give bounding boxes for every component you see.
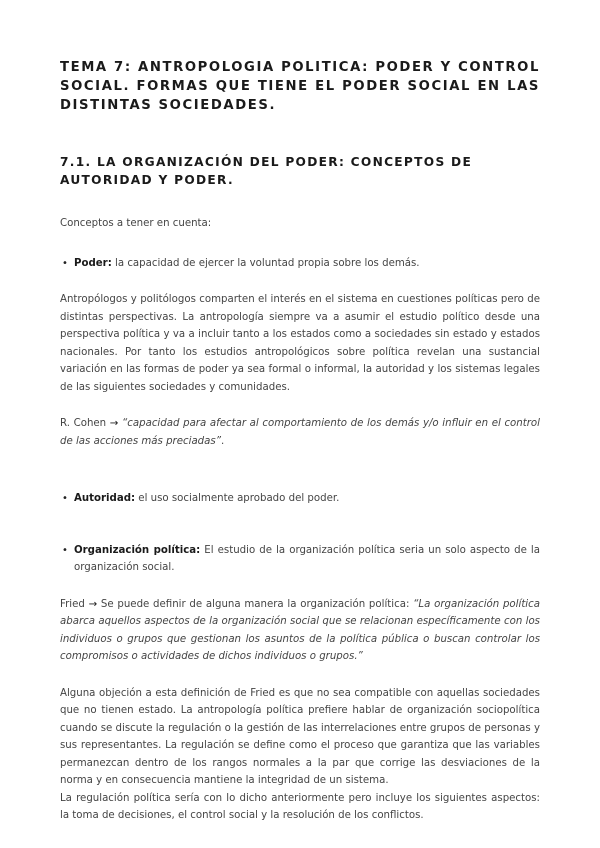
intro-text: Conceptos a tener en cuenta:	[60, 218, 212, 229]
definition-autoridad: el uso socialmente aprobado del poder.	[135, 493, 340, 504]
term-autoridad: Autoridad:	[74, 493, 136, 504]
fried-author: Fried	[60, 598, 85, 610]
paragraph-antropologos: Antropólogos y politólogos comparten el interés en el sistema en cuestiones políticas pero de distintas perspectivas. La antropología siempre va a asumir el estudio político desde una perspectiva política y va a incluir tanto a los estados como a sociedades sin estado y estados nacionales. Por tanto los estudios antropológicos sobre política revelan una sustancial variación en las formas de poder ya sea formal o informal, la autoridad y los sistemas legales de las siguientes sociedades y comunidades.	[60, 294, 540, 393]
definition-organizacion: El estudio de la organización política seria un solo aspecto de la organización social.	[74, 544, 541, 573]
arrow-icon: →	[84, 598, 101, 610]
term-organizacion: Organización política:	[74, 544, 201, 556]
paragraph-regulacion: La regulación política sería con lo dicho anteriormente pero incluye los siguientes aspectos: la toma de decisiones, el control social y la resolución de los conflictos.	[60, 792, 540, 821]
cohen-quote	[60, 415, 540, 450]
bullet-marker: •	[62, 493, 68, 504]
bullet-marker: •	[62, 544, 68, 556]
fried-quote-text: “La organización política abarca aquellos aspectos de la organización social que se relacionan específicamente con los individuos o grupos que gestionan los asuntos de la política pública o buscan controlar los compromisos o actividades de dichos individuos o grupos.”	[60, 598, 540, 662]
arrow-icon: →	[106, 418, 122, 429]
bullet-marker: •	[62, 257, 68, 269]
definition-poder: la capacidad de ejercer la voluntad propia sobre los demás.	[111, 257, 420, 269]
paragraph-objecion: Alguna objeción a esta definición de Fried es que no sea compatible con aquellas sociedades que no tienen estado. La antropología política prefiere hablar de organización sociopolítica cuando se discute la regulación o la gestión de las interrelaciones entre grupos de personas y sus representantes. La regulación se define como el proceso que garantiza que las variables permanezcan dentro de los rangos normales a la par que corrige las desviaciones de la norma y en consecuencia mantiene la integridad de un sistema.	[60, 687, 540, 786]
bullet-organizacion	[60, 542, 540, 577]
document-title: TEMA 7: ANTROPOLOGIA POLITICA: PODER Y CONTROL SOCIAL. FORMAS QUE TIENE EL PODER SOCIAL EN LAS DISTINTAS SOCIEDADES.	[60, 60, 540, 113]
cohen-quote-text: “capacidad para afectar al comportamiento de los demás y/o influir en el control de las acciones más preciadas”	[60, 418, 540, 447]
bullet-poder	[60, 255, 540, 273]
cohen-end: .	[220, 435, 225, 447]
term-poder: Poder:	[74, 257, 112, 269]
cohen-author: R. Cohen	[60, 418, 107, 429]
fried-quote	[60, 596, 540, 666]
bullet-autoridad	[60, 490, 540, 508]
fried-lead: Se puede definir de alguna manera la organización política:	[100, 598, 414, 610]
section-heading: 7.1. LA ORGANIZACIÓN DEL PODER: CONCEPTOS DE AUTORIDAD Y PODER.	[60, 155, 473, 187]
